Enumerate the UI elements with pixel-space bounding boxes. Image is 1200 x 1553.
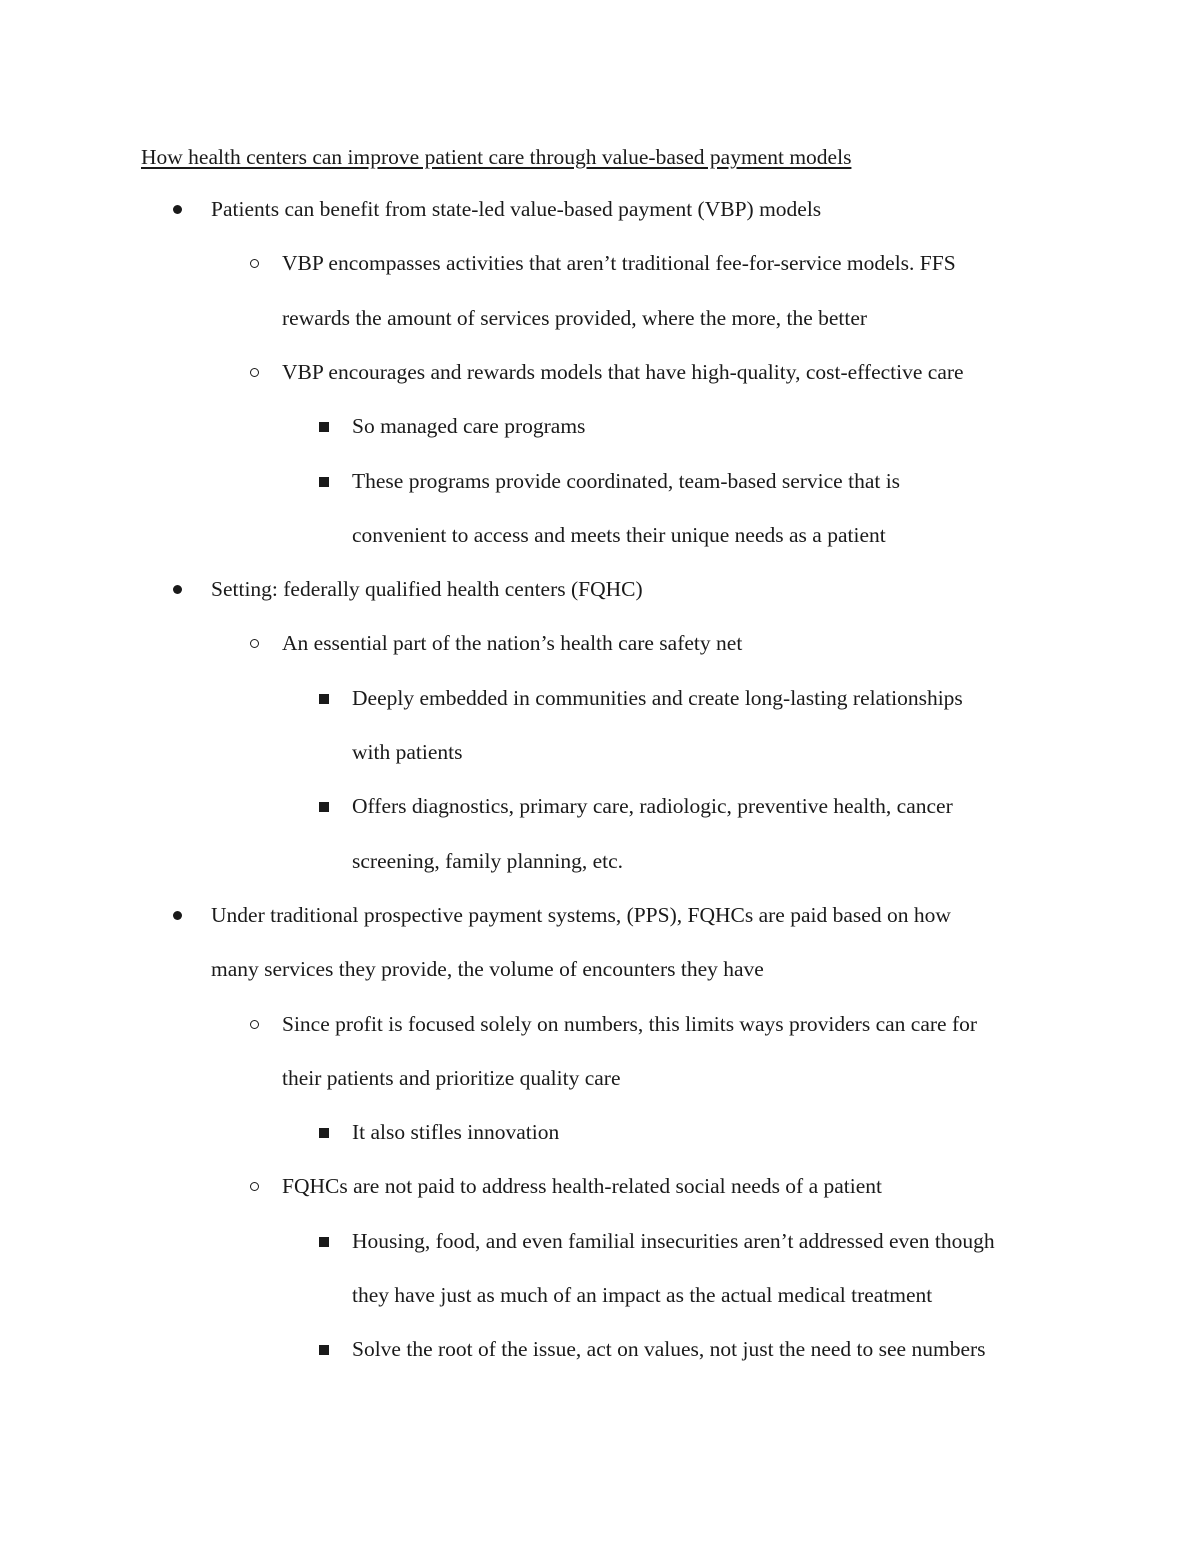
list-item-level-2: [282, 616, 742, 670]
list-item-level-3: [352, 1105, 559, 1159]
list-item-text: Since profit is focused solely on numbers, this limits ways providers can care for: [282, 1011, 978, 1036]
filled-bullet-icon: [173, 911, 182, 920]
list-item-level-2: [282, 997, 977, 1106]
hollow-bullet-icon: [250, 639, 259, 648]
list-item-level-1: [211, 888, 951, 997]
list-item-text: Patients can benefit from state-led value-based payment (VBP) models: [211, 197, 822, 221]
square-bullet-icon: [319, 422, 329, 432]
hollow-bullet-icon: [250, 259, 259, 268]
list-item-level-2: [282, 236, 956, 345]
list-item-text: screening, family planning, etc.: [352, 848, 624, 873]
square-bullet-icon: [319, 1128, 329, 1138]
list-item-text: An essential part of the nation’s health care safety net: [282, 631, 743, 656]
list-item-level-1: [211, 562, 643, 616]
filled-bullet-icon: [173, 205, 182, 214]
list-item-text: VBP encompasses activities that aren’t traditional fee-for-service models. FFS: [282, 251, 956, 276]
list-item-text: their patients and prioritize quality care: [282, 1065, 621, 1090]
list-item-text: Under traditional prospective payment systems, (PPS), FQHCs are paid based on how: [211, 902, 951, 927]
list-item-level-3: [352, 671, 963, 780]
list-item-text: VBP encourages and rewards models that have high-quality, cost-effective care: [282, 359, 964, 384]
list-item-text: FQHCs are not paid to address health-related social needs of a patient: [282, 1174, 883, 1199]
list-item-level-2: [282, 1159, 882, 1213]
list-item-text: Offers diagnostics, primary care, radiologic, preventive health, cancer: [352, 794, 953, 819]
square-bullet-icon: [319, 477, 329, 487]
square-bullet-icon: [319, 802, 329, 812]
list-item-text: convenient to access and meets their unique needs as a patient: [352, 522, 886, 547]
square-bullet-icon: [319, 1345, 329, 1355]
list-item-level-3: [352, 1322, 986, 1376]
list-item-text: they have just as much of an impact as the actual medical treatment: [352, 1282, 933, 1307]
hollow-bullet-icon: [250, 1182, 259, 1191]
filled-bullet-icon: [173, 585, 182, 594]
hollow-bullet-icon: [250, 368, 259, 377]
square-bullet-icon: [319, 1237, 329, 1247]
list-item-level-3: [352, 1214, 995, 1323]
hollow-bullet-icon: [250, 1020, 259, 1029]
list-item-level-1: [211, 182, 821, 236]
list-item-text: Setting: federally qualified health centers (FQHC): [211, 577, 643, 602]
list-item-text: Deeply embedded in communities and create long-lasting relationships: [352, 685, 963, 710]
list-item-level-3: [352, 454, 900, 563]
list-item-text: So managed care programs: [352, 414, 586, 439]
list-item-level-3: [352, 399, 585, 453]
list-item-text: These programs provide coordinated, team-based service that is: [352, 468, 901, 493]
list-item-text: Solve the root of the issue, act on values, not just the need to see numbers: [352, 1337, 986, 1362]
list-item-text: It also stifles innovation: [352, 1120, 560, 1145]
list-item-text: rewards the amount of services provided, where the more, the better: [282, 305, 868, 330]
document-title: How health centers can improve patient care through value-based payment models: [141, 145, 852, 169]
list-item-level-2: [282, 345, 964, 399]
list-item-text: many services they provide, the volume of encounters they have: [211, 957, 764, 982]
list-item-text: with patients: [352, 739, 463, 764]
list-item-level-3: [352, 779, 953, 888]
square-bullet-icon: [319, 694, 329, 704]
list-item-text: Housing, food, and even familial insecurities aren’t addressed even though: [352, 1228, 995, 1253]
